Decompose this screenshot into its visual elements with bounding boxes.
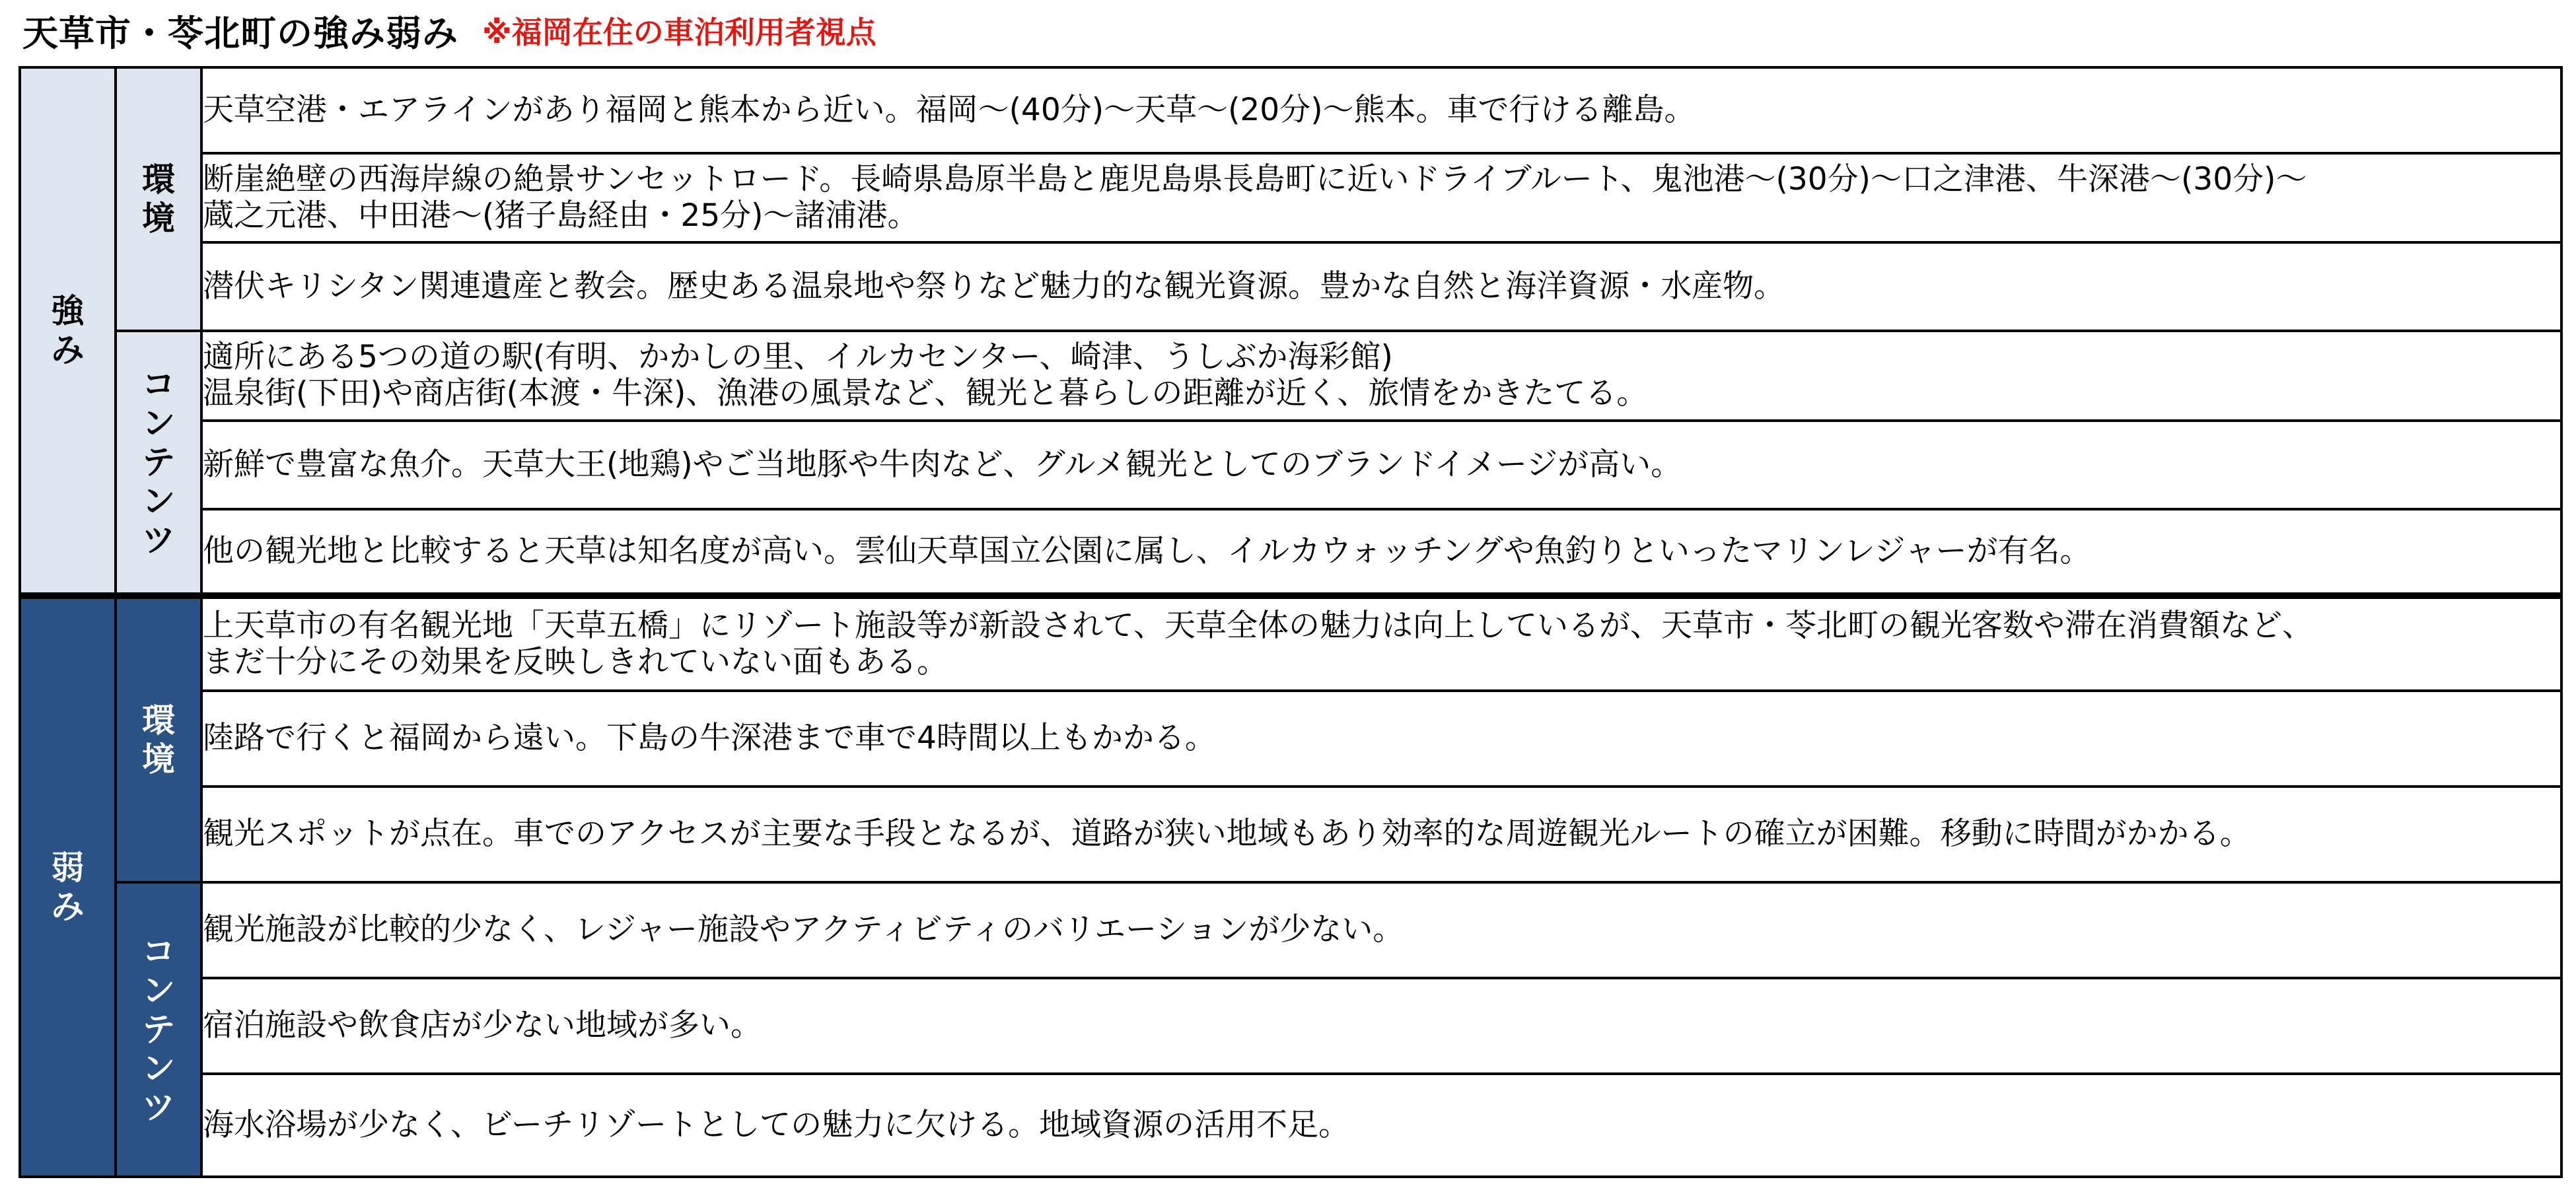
subcategory-environment [116,596,201,882]
vertical-char: ン [142,971,175,1010]
table-cell [201,421,2561,509]
cell-text-line: 観光スポットが点在。車でのアクセスが主要な手段となるが、道路が狭い地域もあり効率的な周遊観光ルートの確立が困難。移動に時間がかかる。 [203,816,2251,853]
table-row [20,331,2561,421]
table-cell [201,787,2561,882]
vertical-char: コ [142,932,175,971]
cell-text-line: 潜伏キリシタン関連遺産と教会。歴史ある温泉地や祭りなど魅力的な観光資源。豊かな自然と海洋資源・水産物。 [203,267,1785,304]
table-row [20,1074,2561,1177]
vertical-char: み [51,887,85,926]
vertical-char: 弱 [51,848,85,887]
table-row [20,509,2561,596]
subcategory-contents [116,331,201,596]
table-row [20,421,2561,509]
table-row [20,242,2561,331]
cell-text-line: 蔵之元港、中田港～(猪子島経由・25分)～諸浦港。 [203,197,919,234]
page-subtitle-note: ※福岡在住の車泊利用者視点 [482,15,877,50]
vertical-char: ン [142,481,175,520]
vertical-char: ツ [142,1088,175,1127]
vertical-char: 環 [142,701,175,740]
table-cell [201,242,2561,331]
table-cell [201,331,2561,421]
cell-text-line: 他の観光地と比較すると天草は知名度が高い。雲仙天草国立公園に属し、イルカウォッチングや魚釣りといったマリンレジャーが有名。 [203,532,2091,569]
table-cell [201,978,2561,1074]
table-cell [201,691,2561,787]
cell-text-line: まだ十分にその効果を反映しきれていない面もある。 [203,643,948,680]
table-cell [201,882,2561,978]
subcategory-environment [116,67,201,331]
cell-text-line: 上天草市の有名観光地「天草五橋」にリゾート施設等が新設されて、天草全体の魅力は向上しているが、天草市・苓北町の観光客数や滞在消費額など、 [203,607,2314,644]
vertical-char: コ [142,365,175,403]
table-row [20,978,2561,1074]
subcategory-contents [116,882,201,1177]
subcategory-label [117,932,200,1127]
table-row [20,67,2561,153]
table-cell [201,596,2561,691]
cell-text-line: 断崖絶壁の西海岸線の絶景サンセットロード。長崎県島原半島と鹿児島県長島町に近いドライブルート、鬼池港～(30分)～口之津港、牛深港～(30分)～ [203,160,2307,197]
table-cell [201,67,2561,153]
vertical-char: ン [142,1049,175,1088]
cell-text-line: 天草空港・エアラインがあり福岡と熊本から近い。福岡～(40分)～天草～(20分)～熊本。車で行ける離島。 [203,91,1696,128]
table-cell [201,509,2561,596]
category-strengths [20,67,116,596]
cell-text-line: 温泉街(下田)や商店街(本渡・牛深)、漁港の風景など、観光と暮らしの距離が近く、旅情をかきたてる。 [203,375,1648,411]
header [22,4,877,57]
vertical-char: テ [142,442,175,481]
table-row [20,153,2561,242]
vertical-char: 境 [142,740,175,779]
category-label [21,849,114,927]
cell-text-line: 観光施設が比較的少なく、レジャー施設やアクティビティのバリエーションが少ない。 [203,911,1404,948]
vertical-char: ン [142,403,175,442]
page-title: 天草市・苓北町の強み弱み [22,12,458,54]
table-row [20,691,2561,787]
vertical-char: 強 [51,291,85,330]
subcategory-label [117,365,200,560]
table-row [20,787,2561,882]
category-label [21,292,114,370]
cell-text-line: 陸路で行くと福岡から遠い。下島の牛深港まで車で4時間以上もかかる。 [203,720,1216,757]
cell-text-line: 適所にある5つの道の駅(有明、かかしの里、イルカセンター、崎津、うしぶか海彩館) [203,339,1393,376]
vertical-char: ツ [142,520,175,559]
cell-text-line: 宿泊施設や飲食店が少ない地域が多い。 [203,1007,762,1044]
vertical-char: 環 [142,160,175,199]
category-weaknesses [20,596,116,1177]
vertical-char: み [51,330,85,369]
cell-text-line: 新鮮で豊富な魚介。天草大王(地鶏)やご当地豚や牛肉など、グルメ観光としてのブランドイメージが高い。 [203,446,1682,483]
swot-table [18,66,2563,1178]
table-row [20,596,2561,691]
vertical-char: テ [142,1010,175,1049]
table-cell [201,153,2561,242]
subcategory-label [117,160,200,238]
table-cell [201,1074,2561,1177]
subcategory-label [117,701,200,779]
vertical-char: 境 [142,199,175,238]
table-row [20,882,2561,978]
cell-text-line: 海水浴場が少なく、ビーチリゾートとしての魅力に欠ける。地域資源の活用不足。 [203,1106,1350,1143]
